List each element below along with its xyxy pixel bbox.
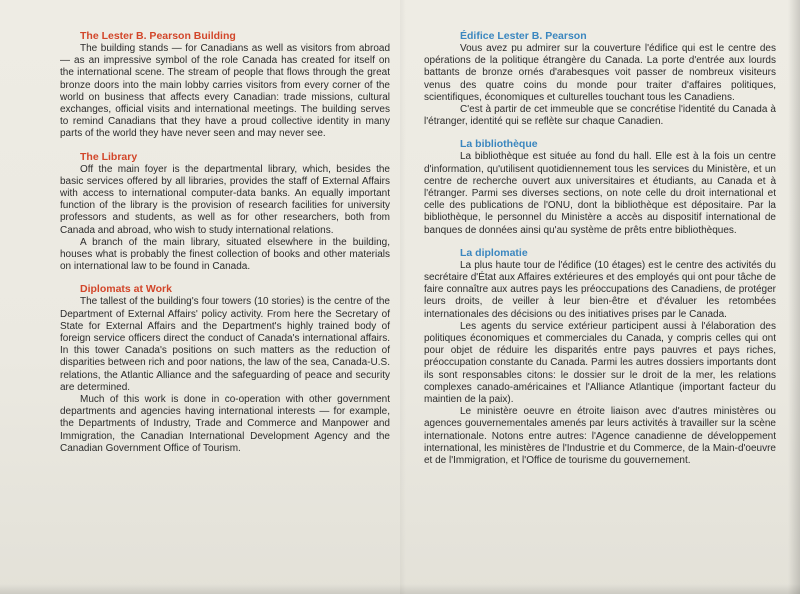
- section-library: [60, 151, 390, 274]
- section-heading: The Library: [80, 150, 138, 163]
- section-bibliotheque: [424, 138, 776, 236]
- page-bottom-shadow: [0, 584, 800, 594]
- paragraph: La bibliothèque est située au fond du hall. Elle est à la fois un centre d'information, qu'utilisent quotidiennement tous les services du Ministère, et un centre de recherche ouvert aux universitaires et étudiants, au Canada et à l'étranger. Parmi ses diverses sections, on note celle du droit international et celle des publications de l'ONU, dont la bibliothèque est dépositaire. Par la bibliothèque, le personnel du Ministère a accès au dispositif international de banques de données ainsi qu'au système de prêts entre bibliothèques.: [424, 151, 776, 236]
- english-column: [60, 30, 390, 465]
- paragraph: A branch of the main library, situated elsewhere in the building, houses what is probably the finest collection of books and other materials on international law to be found in Canada.: [60, 236, 390, 273]
- paragraph: The tallest of the building's four towers (10 stories) is the centre of the Department of External Affairs' policy activity. From here the Secretary of State for External Affairs and the Department's highly trained body of foreign service officers direct the conduct of Canada's international affairs. In this tower Canada's positions on such matters as the reduction of disparities between rich and poor nations, the law of the sea, Canada-U.S. relations, the Atlantic Alliance and the safeguarding of peace and security are determined.: [60, 296, 390, 393]
- page-edge-shadow: [788, 0, 800, 594]
- paragraph: Off the main foyer is the departmental library, which, besides the basic services offered by all libraries, provides the staff of External Affairs with access to international computer-data banks. An equally important function of the library is the provision of research facilities for university professors and students, as well as for other researchers, both from Canada and abroad, who wish to study international relations.: [60, 163, 390, 236]
- section-heading: Édifice Lester B. Pearson: [460, 30, 587, 42]
- section-pearson-building: [60, 30, 390, 141]
- french-column: [424, 30, 776, 477]
- section-diplomats-at-work: [60, 283, 390, 455]
- section-heading: La bibliothèque: [460, 138, 538, 151]
- page-fold: [400, 0, 406, 594]
- section-edifice-pearson: [424, 30, 776, 128]
- paragraph: La plus haute tour de l'édifice (10 étages) est le centre des activités du secrétaire d'État aux Affaires extérieures et des employés qui ont pour tâche de faire connaître aux autres pays les préoccupations des Canadiens, de protéger leurs droits, de veiller à leur bien-être et d'évaluer les retombées internationales des décisions ou des initiatives prises par le Canada.: [424, 259, 776, 320]
- paragraph: Les agents du service extérieur participent aussi à l'élaboration des politiques économiques et commerciales du Canada, y compris celles qui ont pour objet de réduire les disparités entre pays pauvres et pays riches, préoccupation constante du Canada. Parmi les autres dossiers importants dont ils sont responsables citons: le dossier sur le droit de la mer, les relations complexes canado-américaines et l'Alliance Atlantique (important facteur du maintien de la paix).: [424, 320, 776, 406]
- paragraph: C'est à partir de cet immeuble que se concrétise l'identité du Canada à l'étranger, identité qui se reflète sur chaque Canadien.: [424, 104, 776, 128]
- paragraph: Le ministère oeuvre en étroite liaison avec d'autres ministères ou agences gouvernementales amenés par leurs activités à travailler sur la scène internationale. Notons entre autres: l'Agence canadienne de développement international, les ministères de l'Industrie et du Commerce, de la Main-d'oeuvre et de l'Immigration, et l'Office de tourisme du gouvernement.: [424, 406, 776, 467]
- paragraph: Much of this work is done in co-operation with other government departments and agencies having international interests — for example, the Departments of Industry, Trade and Commerce and Manpower and Immigration, the Canadian International Development Agency and the Canadian Government Office of Tourism.: [60, 394, 390, 454]
- section-heading: La diplomatie: [460, 246, 528, 259]
- paragraph: The building stands — for Canadians as well as visitors from abroad — as an impressive symbol of the role Canada has created for itself on the international scene. The stream of people that flows through the great bronze doors into the main lobby carries visitors from every corner of the world on business that affects every Canadian: trade missions, cultural exchanges, official visits and international meetings. The building serves to remind Canadians that they have a proud collective identity in many parts of the world they have never seen and may never see.: [60, 43, 390, 140]
- section-diplomatie: [424, 247, 776, 467]
- paragraph: Vous avez pu admirer sur la couverture l'édifice qui est le centre des opérations de la politique étrangère du Canada. La porte d'entrée aux lourds battants de bronze ornés d'arabesques voit passer de nombreux visiteurs venus des quatre coins du monde pour traiter d'affaires politiques, scientifiques, économiques et culturelles touchant tous les Canadiens.: [424, 43, 776, 103]
- section-heading: The Lester B. Pearson Building: [80, 30, 236, 42]
- section-heading: Diplomats at Work: [80, 283, 172, 296]
